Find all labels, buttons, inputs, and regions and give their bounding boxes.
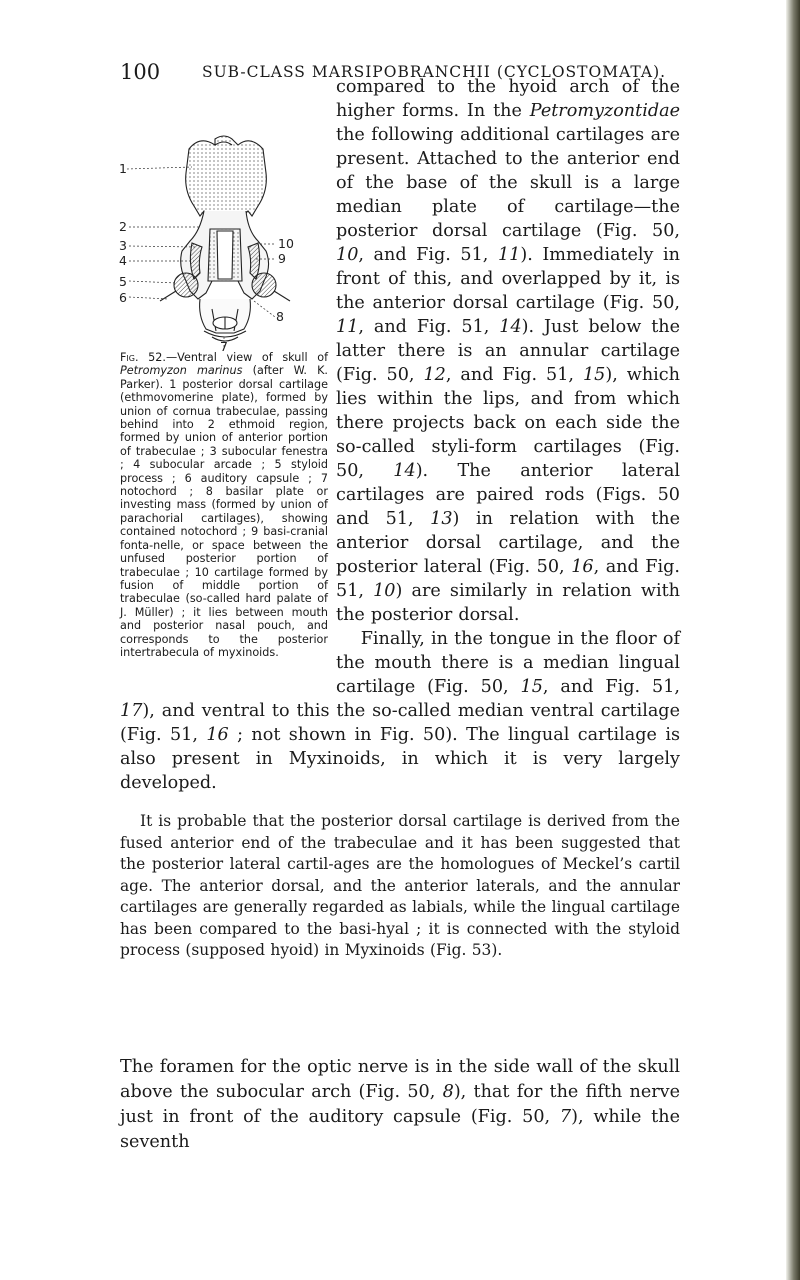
- para4-text: ), while the seventh: [120, 1107, 680, 1152]
- para1-ref: 10: [373, 581, 396, 601]
- para1-text: compared to the hyoid arch of the higher forms. In the: [336, 77, 680, 121]
- figure-caption-species: Petromyzon marinus: [120, 364, 243, 378]
- paragraph-1: [120, 75, 680, 962]
- figure-label-5: 5: [119, 274, 127, 289]
- paragraph-4: [120, 1055, 680, 1155]
- para4-ref: 8: [442, 1082, 454, 1102]
- para1-ref: 16: [571, 557, 594, 577]
- page-number: 100: [120, 60, 161, 84]
- figure-caption-lead: —Ventral view of skull of: [165, 351, 329, 364]
- para1-ref: 14: [393, 461, 416, 481]
- para2-ref: 15: [520, 677, 543, 697]
- para1-text: ), which lies within the lips, and from which there projects back on each side the so-called styli-form cartilages (Fig. 50,: [336, 365, 680, 481]
- para1-ref: 13: [430, 509, 453, 529]
- skull-ventral-view-illustration: [119, 131, 328, 354]
- para1-ref: 11: [336, 317, 359, 337]
- para4-text: The foramen for the optic nerve is in the side wall of the skull above the subocular arch (Fig. 50,: [120, 1057, 680, 1102]
- para2-text: Finally, in the tongue in the floor of the mouth there is a median lingual cartilage (Fig. 50,: [336, 629, 680, 697]
- page-edge-shadow: [786, 0, 800, 1280]
- para1-ref: 11: [497, 245, 521, 265]
- figure-label-9: 9: [278, 251, 286, 266]
- para1-text: the following additional cartilages are present. Attached to the anterior end of the base of the skull is a large median plate of cartilage—the posterior dorsal cartilage (Fig. 50,: [336, 125, 680, 241]
- para2-ref: 17: [120, 701, 143, 721]
- figure-label-8: 8: [276, 309, 284, 324]
- para1-text: ). Just below the latter there is an annular cartilage (Fig. 50,: [336, 317, 681, 385]
- para1-ref: 12: [423, 365, 446, 385]
- running-title: SUB-CLASS MARSIPOBRANCHII (CYCLOSTOMATA).: [202, 63, 667, 81]
- para1-text: ). The anterior lateral cartilages are paired rods (Figs. 50 and 51,: [336, 461, 680, 529]
- para1-ref: 14: [499, 317, 522, 337]
- figure-caption-body: (after W. K. Parker). 1 posterior dorsal cartilage (ethmovomerine plate), formed by union of cornua trabeculae, passing behind into 2 ethmoid region, formed by union of anterior portion of trabeculae ; 3 subocular fenestra ; 4 subocular arcade ; 5 styloid process ; 6 auditory capsule ; 7 notochord ; 8 basilar plate or investing mass (formed by union of parachorial cartilages), showing contained notochord ; 9 basi-cranial fonta-nelle, or space between the unfused posterior portion of trabeculae ; 10 cartilage formed by fusion of middle portion of trabeculae (so-called hard palate of J. Müller) ; it lies between mouth and posterior nasal pouch, and corresponds to the posterior intertrabecula of myxinoids.: [120, 364, 328, 659]
- para1-text: , and Fig. 51,: [358, 245, 498, 265]
- figure-label-3: 3: [119, 238, 127, 253]
- paragraph-3: It is probable that the posterior dorsal cartilage is derived from the fused anterior end of the trabeculae and it has been suggested that the posterior lateral cartil-ages are the homologues of Meckel’s cartil age. The anterior dorsal, and the anterior laterals, and the annular cartilages are generally regarded as labials, while the lingual cartilage has been compared to the basi-hyal ; it is connected with the styloid process (supposed hyoid) in Myxinoids (Fig. 53).: [120, 812, 680, 959]
- para2-text: , and Fig. 51,: [542, 677, 680, 697]
- figure-label-1: 1: [119, 161, 127, 176]
- figure-label-10: 10: [278, 236, 294, 251]
- figure-caption-number: Fig. 52.: [120, 351, 166, 364]
- para1-text: ) in relation with the anterior dorsal cartilage, and the posterior lateral (Fig. 50,: [336, 509, 681, 577]
- para4-text: ), that for the fifth nerve just in front of the auditory capsule (Fig. 50,: [120, 1082, 680, 1127]
- para4-ref: 7: [559, 1107, 572, 1127]
- figure-label-6: 6: [119, 290, 127, 305]
- para1-text: , and Fig. 51,: [358, 317, 500, 337]
- para2-ref: 16: [206, 725, 229, 745]
- figure-caption: [120, 351, 328, 659]
- para2-indent: [336, 629, 361, 649]
- figure-label-2: 2: [119, 219, 127, 234]
- figure-label-7: 7: [220, 339, 228, 354]
- para2-text: ), and ventral to this the so-called median ventral cartilage (Fig. 51,: [120, 701, 680, 745]
- para1-text: , and Fig. 51,: [336, 557, 680, 601]
- figure-label-4: 4: [119, 253, 127, 268]
- para1-family-name: Petromyzontidae: [529, 101, 680, 121]
- para1-ref: 10: [336, 245, 359, 265]
- para1-text: ) are similarly in relation with the posterior dorsal.: [336, 581, 680, 625]
- para1-ref: 15: [582, 365, 606, 385]
- figure-52: [120, 75, 328, 675]
- para2-text: ; not shown in Fig. 50). The lingual cartilage is also present in Myxinoids, in which it is very largely developed.: [120, 725, 680, 793]
- para1-text: ). Immediately in front of this, and overlapped by it, is the anterior dorsal cartilage (Fig. 50,: [336, 245, 680, 313]
- para1-text: , and Fig. 51,: [445, 365, 583, 385]
